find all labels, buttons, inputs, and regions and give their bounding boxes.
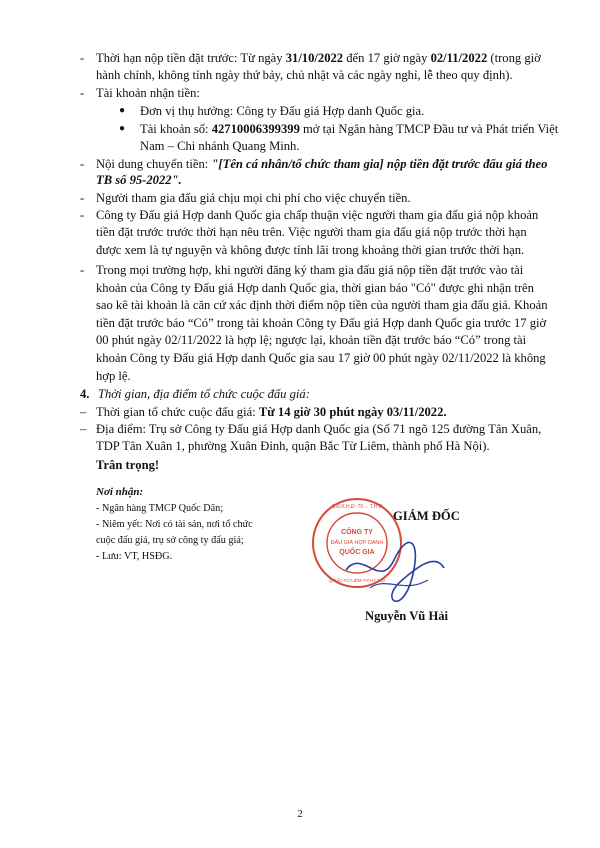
bullet-dash: –: [80, 405, 87, 419]
bullet-dash: -: [80, 51, 85, 65]
handwritten-signature: [340, 530, 450, 610]
recipients-title: Nơi nhận:: [96, 486, 144, 498]
recipient-item: cuộc đấu giá, trụ sở công ty đấu giá;: [96, 535, 244, 546]
deadline-line-1: Thời hạn nộp tiền đặt trước: Từ ngày 31/10/2022 đến 17 giờ ngày 02/11/2022 (trong giờ: [96, 51, 541, 65]
bullet-dash: -: [80, 157, 85, 171]
deadline-line-2: hành chính, không tính ngày thứ bảy, chủ nhật và các ngày nghỉ, lễ theo quy định).: [96, 68, 513, 82]
recipient-item: - Ngân hàng TMCP Quốc Dân;: [96, 503, 224, 514]
transfer-content-line-1: Nội dung chuyển tiền: "[Tên cá nhân/tổ chức tham gia] nộp tiền đặt trước đấu giá theo: [96, 157, 548, 171]
transfer-content-line-2: TB số 95-2022".: [96, 173, 182, 187]
auction-place-line-2: TDP Tân Xuân 1, phường Xuân Đỉnh, quận Bắc Từ Liêm, thành phố Hà Nội).: [96, 439, 490, 453]
accept-line-1: Công ty Đấu giá Hợp danh Quốc gia chấp thuận việc người tham gia đấu giá nộp khoản: [96, 208, 539, 222]
auction-place-line-1: Địa điểm: Trụ sở Công ty Đấu giá Hợp danh Quốc gia (Số 71 ngõ 125 đường Tân Xuân,: [96, 422, 542, 436]
any-case-line-4: tiền đặt trước báo “Có” trong tài khoản Công ty Đấu giá Hợp danh Quốc gia trước 17 giờ: [96, 316, 547, 330]
bullet-dash: -: [80, 263, 85, 277]
account-label: Tài khoản nhận tiền:: [96, 86, 200, 100]
signer-position: GIÁM ĐỐC: [393, 509, 460, 523]
closing-regards: Trân trọng!: [96, 458, 160, 472]
beneficiary-line: Đơn vị thụ hưởng: Công ty Đấu giá Hợp danh Quốc gia.: [140, 104, 425, 118]
recipient-item: - Niêm yết: Nơi có tài sản, nơi tổ chức: [96, 519, 253, 530]
bullet-dash: -: [80, 86, 85, 100]
account-number-line: Tài khoản số: 42710006399399 mở tại Ngân hàng TMCP Đầu tư và Phát triển Việt: [140, 122, 559, 136]
any-case-line-5: 00 phút ngày 02/11/2022 là hợp lệ; ngược lại, khoản tiền đặt trước báo “Có” trong tài: [96, 333, 527, 347]
account-bank-line: Nam – Chi nhánh Quang Minh.: [140, 139, 300, 153]
accept-line-3: được xem là tự nguyện và không được tính lãi trong khoảng thời gian trước thời hạn.: [96, 243, 525, 257]
bullet-dash: -: [80, 191, 85, 205]
section-number: 4.: [80, 387, 90, 401]
recipient-item: - Lưu: VT, HSĐG.: [96, 551, 173, 562]
bullet-dash: –: [80, 422, 87, 436]
bullet-dot-icon: ●: [119, 105, 126, 116]
any-case-line-2: khoản của Công ty Đấu giá Hợp danh Quốc gia, thời gian báo "Có" được ghi nhận trên: [96, 281, 534, 295]
seal-line-1: CÔNG TY: [341, 529, 373, 536]
page-number: 2: [297, 808, 303, 820]
accept-line-2: tiền đặt trước trước thời hạn nêu trên. Việc người tham gia đấu giá nộp trước thời hạn: [96, 225, 527, 239]
seal-line-3: QUỐC GIA: [339, 549, 375, 556]
auction-time-line: Thời gian tổ chức cuộc đấu giá: Từ 14 giờ 30 phút ngày 03/11/2022.: [96, 405, 447, 419]
seal-line-2: ĐẤU GIÁ HỢP DANH: [330, 540, 384, 546]
bullet-dash: -: [80, 208, 85, 222]
seal-ring-text: S.Đ.K.H.Đ: 79 ... T.H.Đ: [331, 504, 383, 510]
seal-bottom-text: Q.BẮC TỪ LIÊM-T.P.HÀ NỘI: [328, 578, 386, 583]
any-case-line-3: sao kê tài khoản là căn cứ xác định thời điểm nộp tiền của người tham gia đấu giá. Khoản: [96, 298, 548, 312]
fee-line: Người tham gia đấu giá chịu mọi chi phí cho việc chuyển tiền.: [96, 191, 411, 205]
any-case-line-1: Trong mọi trường hợp, khi người đăng ký tham gia đấu giá nộp tiền đặt trước vào tài: [96, 263, 524, 277]
section-heading: Thời gian, địa điểm tổ chức cuộc đấu giá:: [98, 387, 310, 401]
bullet-dot-icon: ●: [119, 123, 126, 134]
any-case-line-7: hợp lệ.: [96, 369, 131, 383]
signer-name: Nguyễn Vũ Hải: [365, 609, 449, 623]
any-case-line-6: khoản Công ty Đấu giá Hợp danh Quốc gia sau 17 giờ 00 phút ngày 02/11/2022 là không: [96, 351, 546, 365]
